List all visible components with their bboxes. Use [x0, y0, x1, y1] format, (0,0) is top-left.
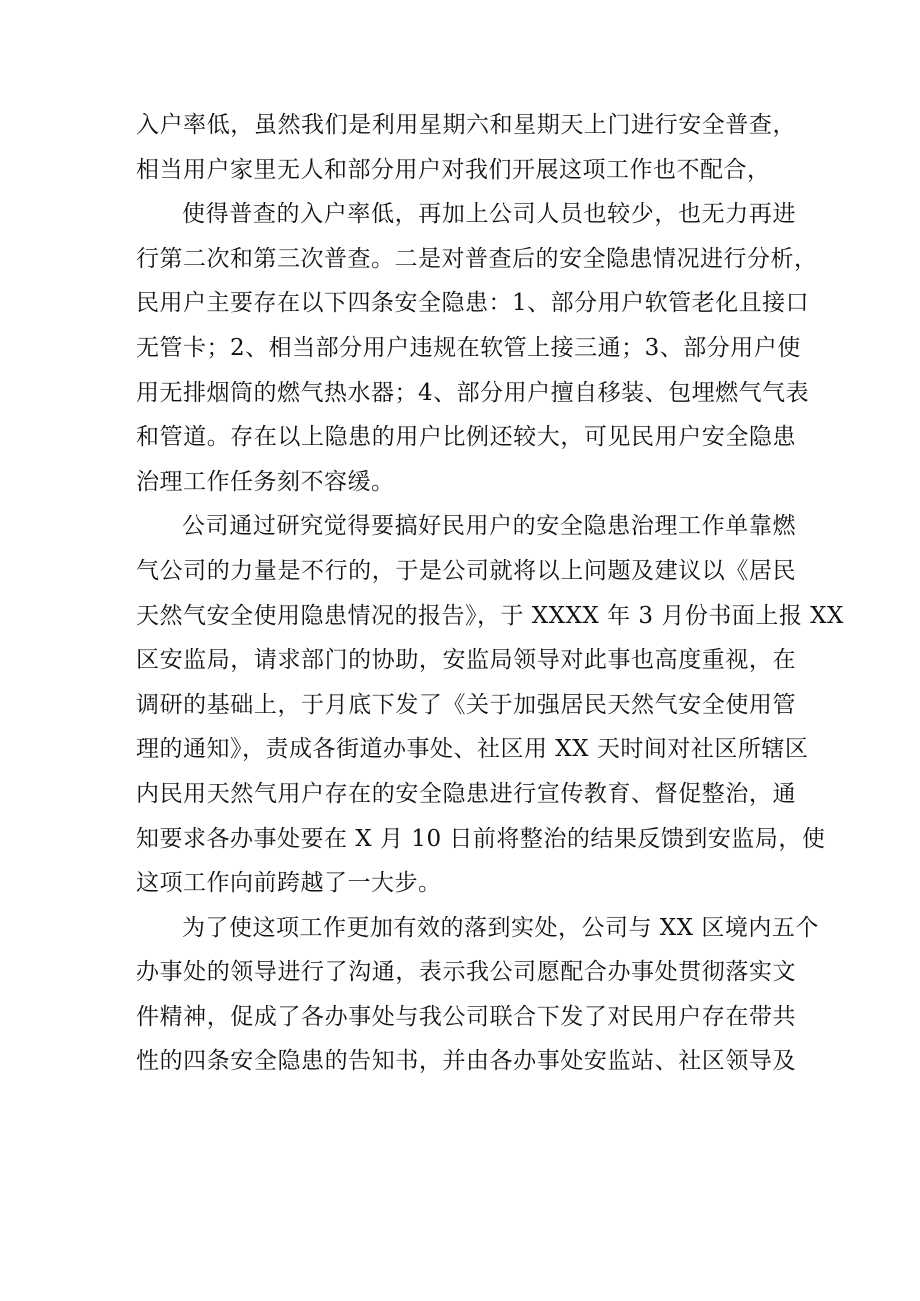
text-line: 性的四条安全隐患的告知书，并由各办事处安监站、社区领导及	[136, 1048, 796, 1075]
text-line: 区安监局，请求部门的协助，安监局领导对此事也高度重视，在	[136, 647, 796, 674]
text-line: 气公司的力量是不行的，于是公司就将以上问题及建议以《居民	[136, 557, 796, 584]
text-line: 件精神，促成了各办事处与我公司联合下发了对民用户存在带共	[136, 1003, 796, 1030]
text-line: 入户率低，虽然我们是利用星期六和星期天上门进行安全普查，	[136, 112, 796, 138]
text-line: 知要求各办事处要在 X 月 10 日前将整治的结果反馈到安监局，使	[136, 825, 826, 852]
text-line: 理的通知》，责成各街道办事处、社区用 XX 天时间对社区所辖区	[136, 736, 809, 763]
text-line: 民用户主要存在以下四条安全隐患：1、部分用户软管老化且接口	[136, 290, 810, 317]
text-line: 使得普查的入户率低，再加上公司人员也较少，也无力再进	[182, 201, 796, 228]
text-line: 和管道。存在以上隐患的用户比例还较大，可见民用户安全隐患	[136, 424, 796, 451]
text-line: 相当用户家里无人和部分用户对我们开展这项工作也不配合，	[136, 156, 771, 183]
text-line: 内民用天然气用户存在的安全隐患进行宣传教育、督促整治，通	[136, 780, 796, 807]
document-body	[136, 103, 844, 1084]
text-line: 为了使这项工作更加有效的落到实处，公司与 XX 区境内五个	[182, 914, 819, 941]
text-line: 办事处的领导进行了沟通，表示我公司愿配合办事处贯彻落实文	[136, 959, 796, 986]
text-line: 这项工作向前跨越了一大步。	[136, 870, 442, 897]
text-line: 天然气安全使用隐患情况的报告》，于 XXXX 年 3 月份书面上报 XX	[136, 602, 844, 629]
text-line: 治理工作任务刻不容缓。	[136, 468, 395, 495]
text-line: 行第二次和第三次普查。二是对普查后的安全隐患情况进行分析，	[136, 245, 818, 272]
text-line: 公司通过研究觉得要搞好民用户的安全隐患治理工作单靠燃	[182, 513, 796, 540]
text-line: 调研的基础上，于月底下发了《关于加强居民天然气安全使用管	[136, 691, 796, 718]
text-line: 用无排烟筒的燃气热水器；4、部分用户擅自移装、包埋燃气气表	[136, 379, 810, 406]
text-line: 无管卡；2、相当部分用户违规在软管上接三通；3、部分用户使	[136, 334, 801, 361]
